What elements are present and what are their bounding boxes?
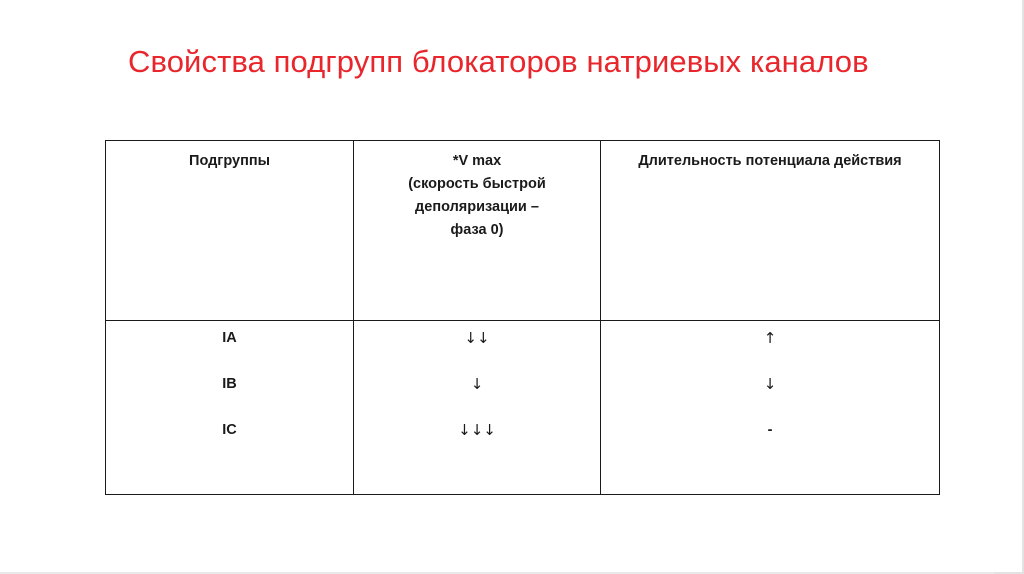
- header-vmax: [354, 141, 601, 321]
- subgroup-ib: IB: [222, 376, 237, 392]
- header-vmax-line2: (скорость быстрой: [408, 176, 546, 192]
- duration-cell: [601, 321, 940, 495]
- duration-ia-arrow: ↑: [763, 329, 777, 347]
- subgroup-ia: IA: [222, 330, 237, 346]
- subgroup-ic: IC: [222, 422, 237, 438]
- vmax-ib-arrows: ↓: [470, 375, 484, 393]
- properties-table: [105, 140, 940, 495]
- duration-ib-arrow: ↓: [763, 375, 777, 393]
- header-duration: [601, 141, 940, 321]
- header-vmax-line1: *V max: [452, 153, 502, 169]
- slide-title: Свойства подгрупп блокаторов натриевых каналов: [128, 44, 869, 79]
- header-subgroups-label: Подгруппы: [189, 153, 270, 169]
- vmax-ic-arrows: ↓↓↓: [458, 421, 496, 439]
- table-header-row: [106, 141, 940, 321]
- header-duration-label: Длительность потенциала действия: [638, 153, 902, 169]
- header-vmax-line4: фаза 0): [450, 222, 504, 238]
- vmax-ia-arrows: ↓↓: [464, 329, 490, 347]
- header-subgroups: [106, 141, 354, 321]
- vmax-cell: [354, 321, 601, 495]
- table-body-row: [106, 321, 940, 495]
- header-vmax-line3: деполяризации –: [415, 199, 539, 215]
- duration-ic-dash: -: [767, 422, 773, 438]
- subgroups-cell: [106, 321, 354, 495]
